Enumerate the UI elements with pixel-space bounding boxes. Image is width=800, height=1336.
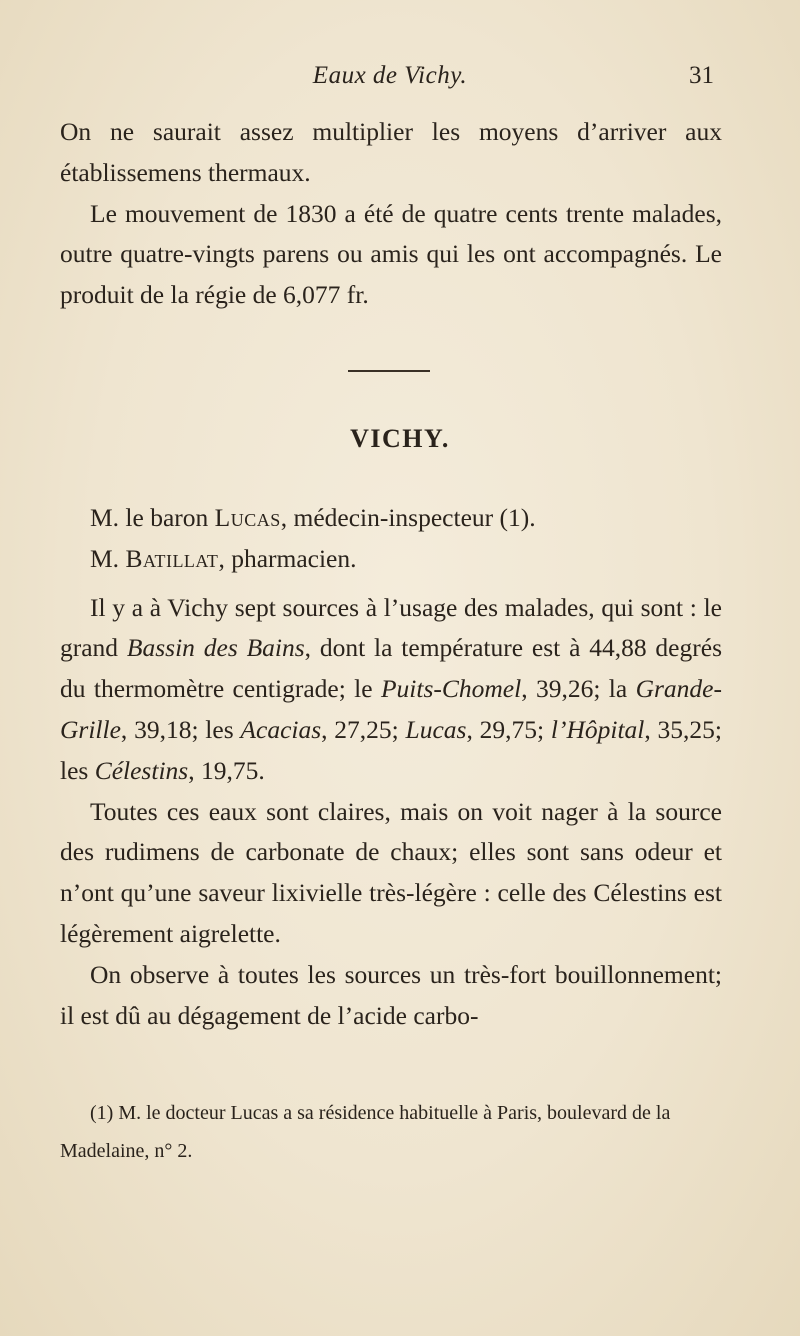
intro-paragraph-1: On ne saurait assez multiplier les moyens d’arriver aux établissemens thermaux. bbox=[60, 117, 722, 187]
source-name: Célestins bbox=[94, 755, 189, 785]
staff-role: , médecin-inspecteur (1). bbox=[280, 503, 536, 532]
bubbling-paragraph: On observe à toutes les sources un très-fort bouillonnement; il est dû au dégagement de l’acide carbo- bbox=[60, 959, 722, 1030]
sources-paragraph bbox=[60, 588, 722, 792]
source-name: Bassin des Bains bbox=[126, 633, 305, 663]
source-value: , 35,25; les bbox=[60, 714, 722, 785]
staff-name: Batillat bbox=[125, 543, 219, 573]
section-title: VICHY. bbox=[350, 424, 450, 453]
staff-line-inspector bbox=[60, 498, 722, 539]
intro-text bbox=[60, 112, 722, 316]
staff-line-pharmacist bbox=[60, 539, 722, 580]
source-name: Acacias bbox=[240, 714, 322, 744]
source-name: Grande-Grille bbox=[60, 674, 722, 744]
section-divider bbox=[348, 370, 430, 372]
source-name: Lucas bbox=[405, 714, 467, 744]
intro-paragraph-2: Le mouvement de 1830 a été de quatre cents trente malades, outre quatre-vingts parens ou amis qui les ont accompagnés. Le produit de la régie de 6,077 fr. bbox=[60, 198, 722, 310]
footnote bbox=[60, 1094, 722, 1170]
staff-name: Lucas bbox=[214, 503, 281, 532]
water-description-paragraph: Toutes ces eaux sont claires, mais on voit nager à la source des rudimens de carbonate de chaux; elles sont sans odeur et n’ont qu’une saveur lixivielle très-légère : celle des Célestins est légèrement aigrelette. bbox=[60, 796, 722, 948]
staff-prefix: M. le baron bbox=[90, 503, 215, 532]
source-value: , 27,25; bbox=[321, 714, 406, 744]
staff-role: , pharmacien. bbox=[218, 543, 357, 573]
staff-prefix: M. bbox=[90, 543, 126, 573]
source-name: Puits-Chomel bbox=[380, 674, 522, 704]
running-title: Eaux de Vichy. bbox=[312, 62, 468, 89]
source-value: , 39,18; les bbox=[120, 714, 241, 744]
page-number: 31 bbox=[689, 62, 714, 89]
source-value: , 29,75; bbox=[466, 714, 551, 744]
page-header bbox=[60, 62, 720, 98]
source-name: l’Hôpital bbox=[550, 714, 645, 744]
section-text bbox=[60, 498, 722, 1036]
source-value: , dont la température est à 44,88 degrés du thermomètre centigrade; le bbox=[60, 633, 722, 704]
source-value: , 19,75. bbox=[188, 755, 265, 785]
footnote-text: (1) M. le docteur Lucas a sa résidence habituelle à Paris, boulevard de la Madelaine, n° 2. bbox=[60, 1102, 671, 1162]
source-value: , 39,26; la bbox=[521, 674, 636, 704]
sources-lead: Il y a à Vichy sept sources à l’usage des malades, qui sont : le grand bbox=[60, 592, 722, 663]
